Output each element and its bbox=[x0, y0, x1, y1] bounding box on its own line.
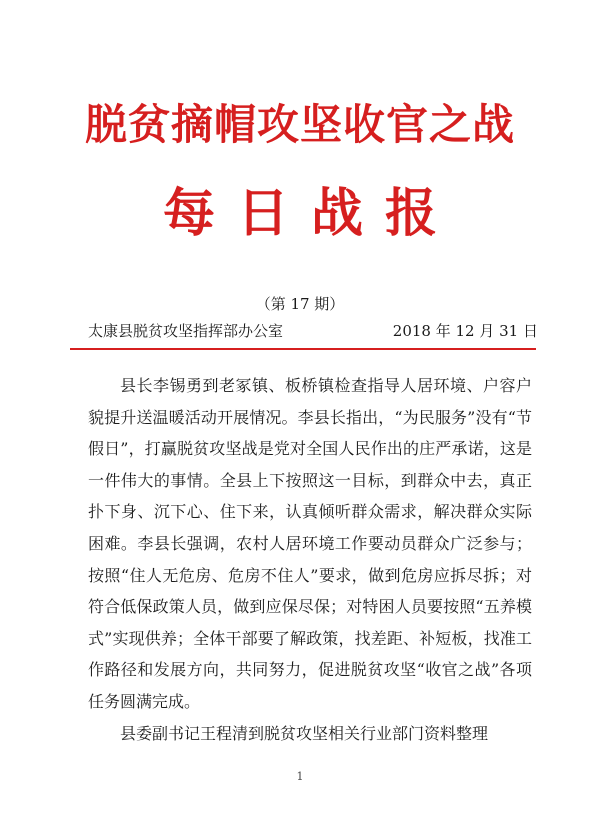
issuer: 太康县脱贫攻坚指挥部办公室 bbox=[88, 322, 284, 340]
issue-date: 2018 年 12 月 31 日 bbox=[392, 322, 538, 340]
issue-number: （第 17 期） bbox=[255, 295, 345, 313]
paragraph-2: 县委副书记王程清到脱贫攻坚相关行业部门资料整理 bbox=[120, 723, 489, 743]
paragraph-1: 县长李锡勇到老冢镇、板桥镇检查指导人居环境、户容户貌提升送温暖活动开展情况。李县长指出，“为民服务”没有“节假日”，打赢脱贫攻坚战是党对全国人民作出的庄严承诺，这是一件伟大的事情。全县上下按照这一目标，到群众中去，真正扑下身、沉下心、住下来，认真倾听群众需求，解决群众实际困难。李县长强调，农村人居环境工作要动员群众广泛参与；按照“住人无危房、危房不住人”要求，做到危房应拆尽拆；对符合低保政策人员，做到应保尽保；对特困人员要按照“五养模式”实现供养；全体干部要了解政策，找差距、补短板，找准工作路径和发展方向，共同努力，促进脱贫攻坚“收官之战”各项任务圆满完成。 bbox=[88, 376, 532, 711]
document-title: 脱贫摘帽攻坚收官之战 bbox=[84, 100, 515, 149]
article-body bbox=[88, 370, 532, 749]
red-divider bbox=[70, 348, 536, 350]
page-number: 1 bbox=[296, 770, 304, 783]
document-subtitle: 每日战报 bbox=[162, 183, 459, 244]
meta-row bbox=[88, 320, 538, 341]
